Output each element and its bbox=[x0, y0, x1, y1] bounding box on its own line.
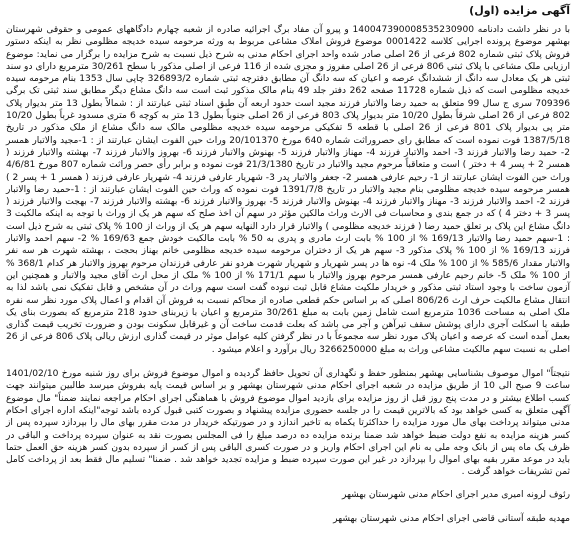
signature-manager: رئوف لرونه امیری مدیر اجرای احکام مدنی شهرستان بهشهر bbox=[341, 489, 570, 500]
notice-paragraph-auction-terms: نتیجتاً" اموال موصوف بشناسایی بهشهر بمنظور حفظ و نگهداری آن تحویل حافظ گردیده و اموال موضوع فروش برای روز شنبه مورخ 1401/02/10 ساعت 9 صبح الی 10 از طریق مزایده در شعبه اجرای احکام مدنی شهرستان بهشهر و بر اساس قیمت پایه بفروش میرسد طالبین میتوانند جهت کسب اطلاع بیشتر و در مدت پنج روز قبل از روز مزایده برای بازدید اموال موضوع فروش با هماهنگی اجرای احکام مراجعه نمایند ضمناً" مال موضوع آگهی متعلق به کسی خواهد بود که بالاترین قیمت را در جلسه حضوری مزایده پیشنهاد و بصورت کتبی قبول کرده باشد توجه"اینکه اداره اجرای احکام مدنی میتواند پرداخت بهای مال مورد مزایده را حداکثرتا یکماه به تاخیر اندازد و در صورتیکه خریدار در مدت مقرر بهای مال را بپردازد سپرده پس از کسر هزینه مزایده به نفع دولت ضبط خواهد شد ضمنا برنده مزایده ده درصد مبلغ را فی المجلس بصورت نقد به عنوان سپرده پرداخت و الباقی در ظرف یک ماه پس از بانک وجه ملی به نام این اجرای احکام واریز و در صورت کسری الباقی پس از کسر از سپرده بدون کسر هزینه حق العمل حتما باید در موعد مقرر بقیه بهای اموال را بپردازد در غیر این صورت سپرده ضبط و مزایده تجدید خواهد شد . ضمنا" تسلیم مال فقط بعد از پرداخت کامل ثمن تشریفات خواهد گرفت . bbox=[6, 369, 571, 478]
notice-title: آگهی مزایده (اول) bbox=[469, 4, 570, 17]
notice-paragraph-case-details: با در نظر داشت دادنامه 140047390008535230900 و پیرو آن مفاد برگ اجرائیه صادره از شعبه چهارم دادگاههای عمومی و حقوقی شهرستان بهشهر موضوع پرونده اجرایی کلاسه 0001422 موضوع فروش املاک مشاعی مربوط به ورثه مرحومه سیده خدیجه مظلومی نظر به اینکه دستور فروش پلاک ثبتی شماره 802 فرعی از 26 اصلی صادر شده واحد اجرای احکام مدنی به شرح ذیل نسبت به شرح مزایده را برگزار می نماید: موضوع ارزیابی ملک مشاعی با پلاک ثبتی 806 فرعی از 26 اصلی مفروز و مجزی شده از 116 فرعی از اصلی مذکور با سطح 30/261 مترمربع دارای دو سند ثبتی هر یک معادل سه دانگ از ششدانگ عرصه و اعیان که سه دانگ آن مطابق دفترچه ثبتی شماره 326893/2 چاپی سال 1353 بنام مرحومه سیده خدیجه مظلومی است که ذیل شماره 11728 صفحه 262 دفتر جلد 49 بنام مالک مذکور ثبت است سه دانگ مشاع دیگر مطابق سند ثبتی تک برگی 709396 سری ج سال 99 متعلق به حمید رضا والاتبار فرزند مجید است حدود اربعه آن طبق اسناد ثبتی عبارتند از : شمالاً بطول 13 متر بدیوار پلاک 802 فرعی از 26 اصلی شرقاً بطول 10/20 متر بدیوار پلاک 803 فرعی از 26 اصلی جنوباً بطول 13 متر به کوچه 6 متری مسدود غرباً بطول 10/20 متر پی بدیوار پلاک 801 فرعی از 26 اصلی با قطعه 5 تفکیکی مرحومه سیده خدیجه مظلومی مالک سه دانگ مشاع از ملک مذکور در تاریخ 1387/5/18 فوت نموده است که مطابق رای حصروراثت شماره 640 مورخ 20/101370 وراث حین الفوت ایشان عبارتند از : 1-مجید والاتبار همسر 2- حمید رضا والاتبار فرزند 3- احمد والاتبار فرزند 4- مهناز والاتبار فرزند 5- بهنوش والاتبار فرزند 6- بهروز والاتبار فرزند 7- بهشته والاتبار فرزند ( همسر 2 + پسر 4 + دختر ) است و متعاقباً مرحوم مجید والاتبار در تاریخ 21/3/1380 فوت نموده و برابر رأی حصر وراثت شماره 807 مورخ 4/6/81 وراث حین الفوت ایشان عبارتند از 1- رحیم عارفی همسر 2- جعفر والاتبار پدر 3- شهریار عارفی فرزند 4- شهریار عارفی فرزند ( همسر 1 + پسر 2 ) همسر مرحومه سیده خدیجه مظلومی بنام مجید والاتبار در تاریخ 1391/7/8 فوت نموده که وراث حین الفوت ایشان عبارتند از : 1-حمید رضا والاتبار فرزند 2- احمد والاتبار فرزند 3- مهناز والاتبار فرزند 4- بهنوش والاتبار فرزند 5- بهروز والاتبار فرزند 6- بهشته والاتبار فرزند 7- بهجت والاتبار فرزند ( پسر 3 + دختر 4 ) که در جمع بندی و محاسبات فی الارث وراث مالکین مؤثر در سهم آن اخذ صلح که سهم هر یک از وراث با توجه به اینکه مالکیت 3 دانگ مشاع این پلاک بر تعلق حمید رضا ( فرزند خدیجه مظلومی ) والاتبار قرار دارد النهایه سهم هر یک از وراث از 100 % پلاک ثبتی به شرح ذیل است : 1-سهم حمید رضا والاتبار 169/13 % از 100 % بابت ارث مادری و پدری به 50 % بابت مالکیت خودش جمع 169/63 % 2- سهم احمد والاتبار فرزند 169/13 % از 100 % پلاک مذکور 3- سهم هر یک از دختران مرحومه سیده خدیجه مظلومی خانم بهناز بحجت ، بهشته شهرت هر سه نفر والاتبار مقدار 585/6 % از 100 % ملک 4- نوه ها در پسر شهریار و شهریار شهرت هردو نفر عارفی فرزندان مرحوم بهروز والاتبار هر کدام 368/1 % از 100 % ملک 5- خانم رحیم عارفی همسر مرحوم بهروز والاتبار با سهم 171/1 % از 100 % ملک از محل ارث آقای مجید والاتبار و همچنین این آزمون ساخت با وجود استاد ثبتی مذکور و خریدار ملکیت مشاع قابل ثبت نبوده گفت است سهم وراث در آن مشخص و قابل تفکیک نمی باشد لذا به انتقال مشاع مالکیت حرف ارث 806/26 اصلی که بر اساس حکم قطعی صادره از محاکم نسبت به فروش آن اقدام و اعمال پلاک مورد نظر سه نفره ملک اصلی به مساحت 1036 مترمربع است شامل زمین بابت به مبلغ 30/261 مترمربع و اعیان با زیربنای حدود 218 مترمربع که بصورت بنای یک طبقه با اسکلت آجری دارای پوشش سقف تیرآهن و آجر می باشد که بعلت قدمت ساخت آن و غیرقابل سکونت بودن و ضرورت تخریب قیمت گذاری بعمل آمده است که عرصه و اعیان پلاک مورد نظر سه مجموعاً با در نظر گرفتن کلیه عوامل موثر در قیمت گذاری ارزش ریالی پلاک 806 فرعی از 26 اصلی به نسبت سهم مالکیت مشاعی وراث به مبلغ 3266250000 ریال برآورد و اعلام میشود . bbox=[6, 25, 571, 355]
signature-judge: مهدیه طبقه آستانی قاضی اجرای احکام مدنی شهرستان بهشهر bbox=[333, 513, 570, 524]
